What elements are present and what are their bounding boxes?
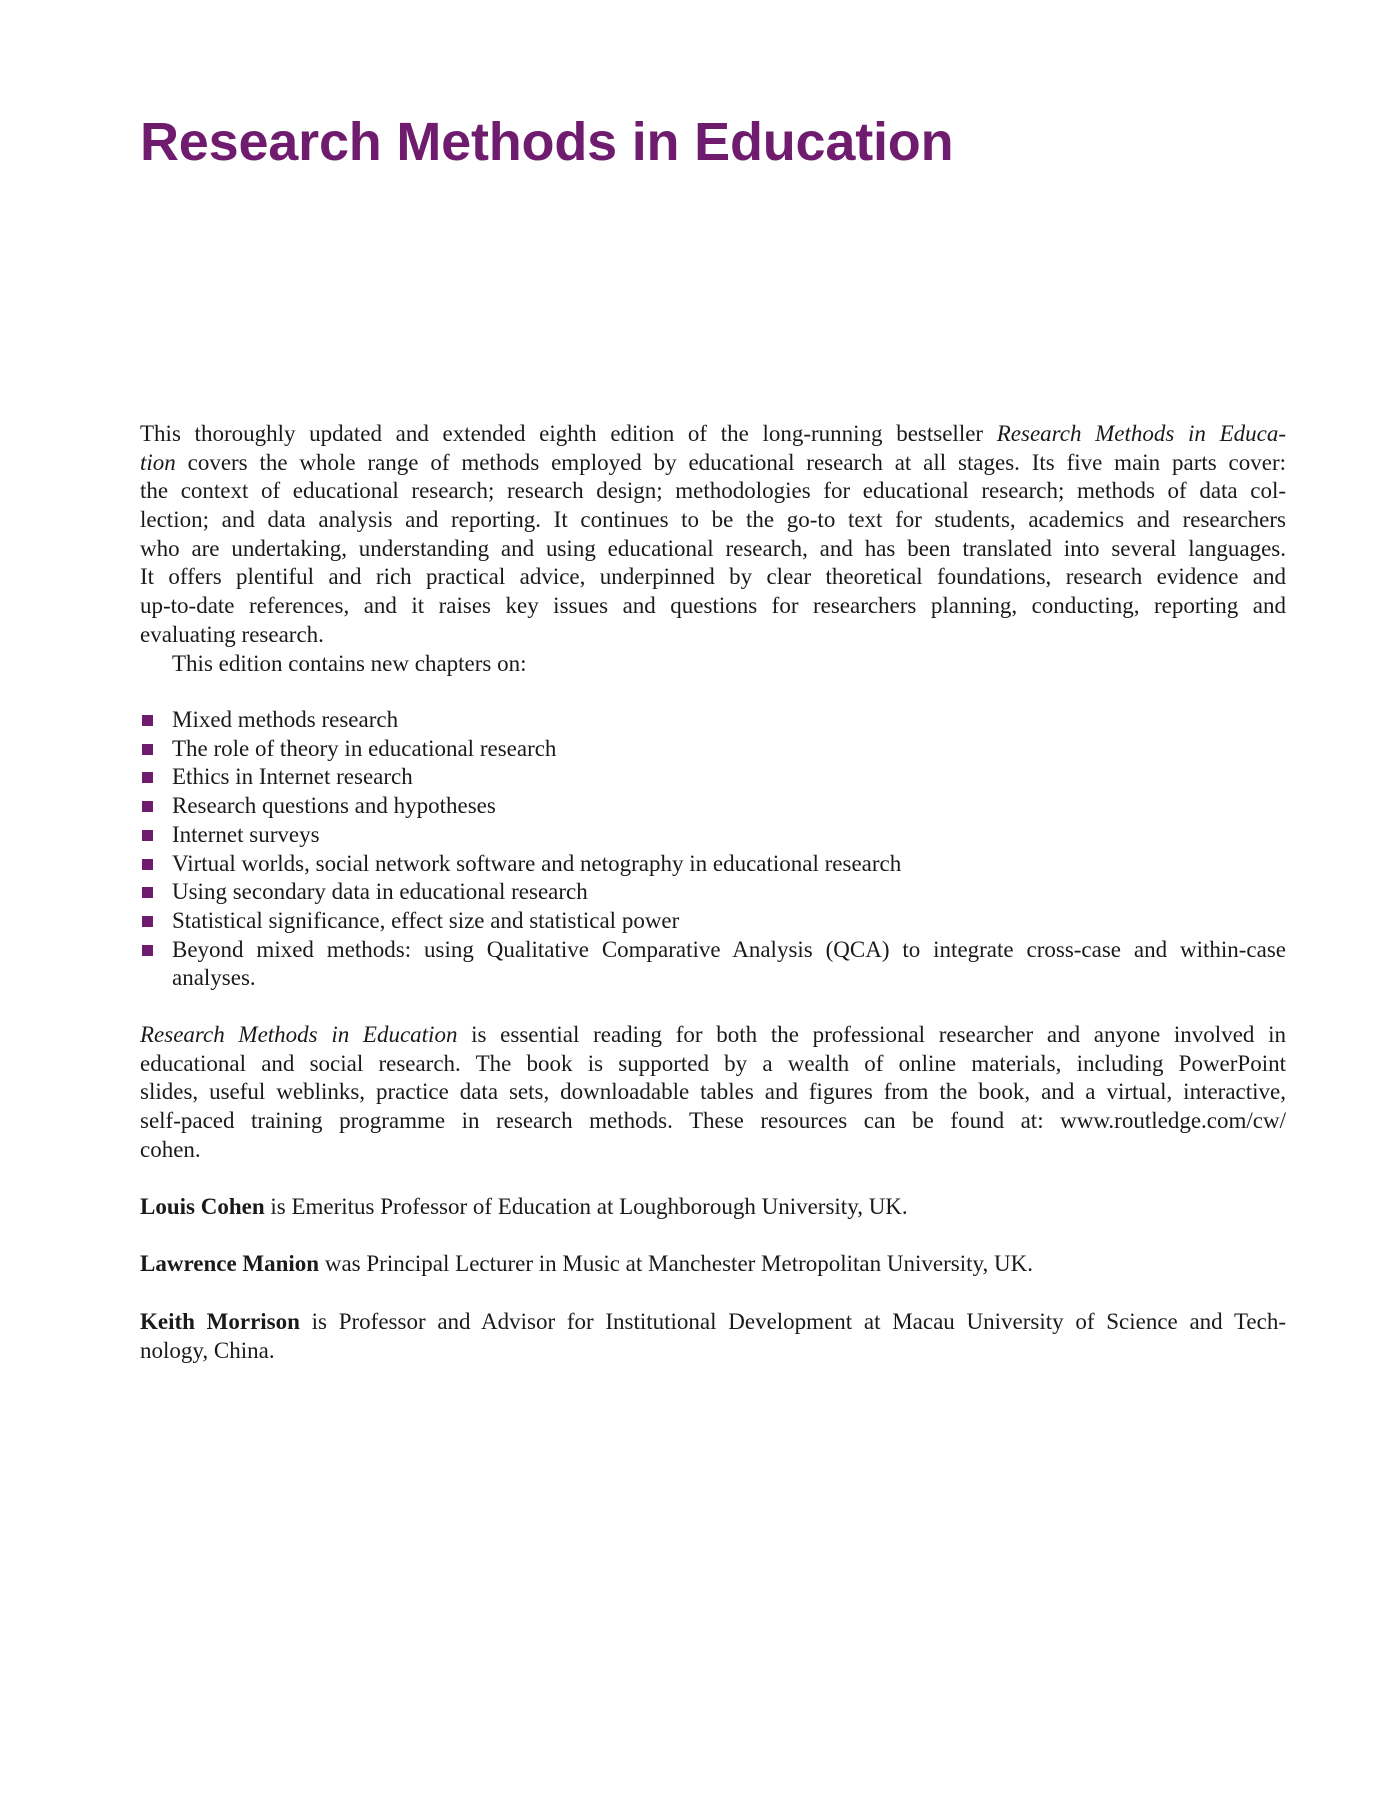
square-bullet-icon xyxy=(142,830,153,841)
description-line: lection; and data analysis and reporting. It continues to be the go-to text for students, academics and researchers xyxy=(140,507,1286,533)
essential-line: educational and social research. The book is supported by a wealth of online materials, including PowerPoint xyxy=(140,1050,1286,1076)
essential-line: cohen. xyxy=(140,1136,201,1162)
page-title: Research Methods in Education xyxy=(140,112,954,172)
list-item: Virtual worlds, social network software and netography in educational research xyxy=(140,850,1286,879)
essential-reading-paragraph xyxy=(140,1021,1286,1164)
description-line: who are undertaking, understanding and using educational research, and has been translated into several languages. xyxy=(140,535,1286,561)
description-line: This thoroughly updated and extended eighth edition of the long-running bestseller Research Methods in Educa- xyxy=(140,421,1286,446)
square-bullet-icon xyxy=(142,945,153,956)
new-chapters-list xyxy=(140,706,1286,993)
new-chapters-intro: This edition contains new chapters on: xyxy=(172,650,527,676)
list-item: Ethics in Internet research xyxy=(140,763,1286,792)
square-bullet-icon xyxy=(142,859,153,870)
author-bio-manion: Lawrence Manion was Principal Lecturer in Music at Manchester Metropolitan University, UK. xyxy=(140,1251,1033,1276)
list-item: Using secondary data in educational research xyxy=(140,878,1286,907)
square-bullet-icon xyxy=(142,916,153,927)
author-bio-cohen: Louis Cohen is Emeritus Professor of Education at Loughborough University, UK. xyxy=(140,1194,908,1219)
description-line: up-to-date references, and it raises key issues and questions for researchers planning, conducting, reporting and xyxy=(140,593,1286,619)
square-bullet-icon xyxy=(142,887,153,898)
essential-line: Research Methods in Education is essential reading for both the professional researcher and anyone involved in xyxy=(140,1022,1286,1047)
list-item: Research questions and hypotheses xyxy=(140,792,1286,821)
description-line: evaluating research. xyxy=(140,621,324,647)
author-name: Keith Morrison xyxy=(140,1309,300,1334)
square-bullet-icon xyxy=(142,772,153,783)
description-line: the context of educational research; research design; methodologies for educational research; methods of data col- xyxy=(140,478,1286,504)
author-name: Louis Cohen xyxy=(140,1194,265,1219)
list-item: Internet surveys xyxy=(140,821,1286,850)
author-bio-morrison: Keith Morrison is Professor and Advisor for Institutional Development at Macau University of Science and Tech- nology, China. xyxy=(140,1309,1286,1363)
square-bullet-icon xyxy=(142,715,153,726)
author-name: Lawrence Manion xyxy=(140,1251,320,1276)
description-paragraph xyxy=(140,420,1286,678)
square-bullet-icon xyxy=(142,801,153,812)
list-item: The role of theory in educational research xyxy=(140,735,1286,764)
list-item: Beyond mixed methods: using Qualitative Comparative Analysis (QCA) to integrate cross-case and within-case analyses. xyxy=(140,936,1286,993)
description-line: It offers plentiful and rich practical advice, underpinned by clear theoretical foundations, research evidence and xyxy=(140,564,1286,590)
essential-line: slides, useful weblinks, practice data sets, downloadable tables and figures from the book, and a virtual, interactive, xyxy=(140,1079,1286,1105)
description-line: tion covers the whole range of methods employed by educational research at all stages. Its five main parts cover: xyxy=(140,449,1286,475)
square-bullet-icon xyxy=(142,744,153,755)
list-item: Mixed methods research xyxy=(140,706,1286,735)
essential-line: self-paced training programme in research methods. These resources can be found at: www.routledge.com/cw/ xyxy=(140,1108,1286,1134)
list-item: Statistical significance, effect size and statistical power xyxy=(140,907,1286,936)
